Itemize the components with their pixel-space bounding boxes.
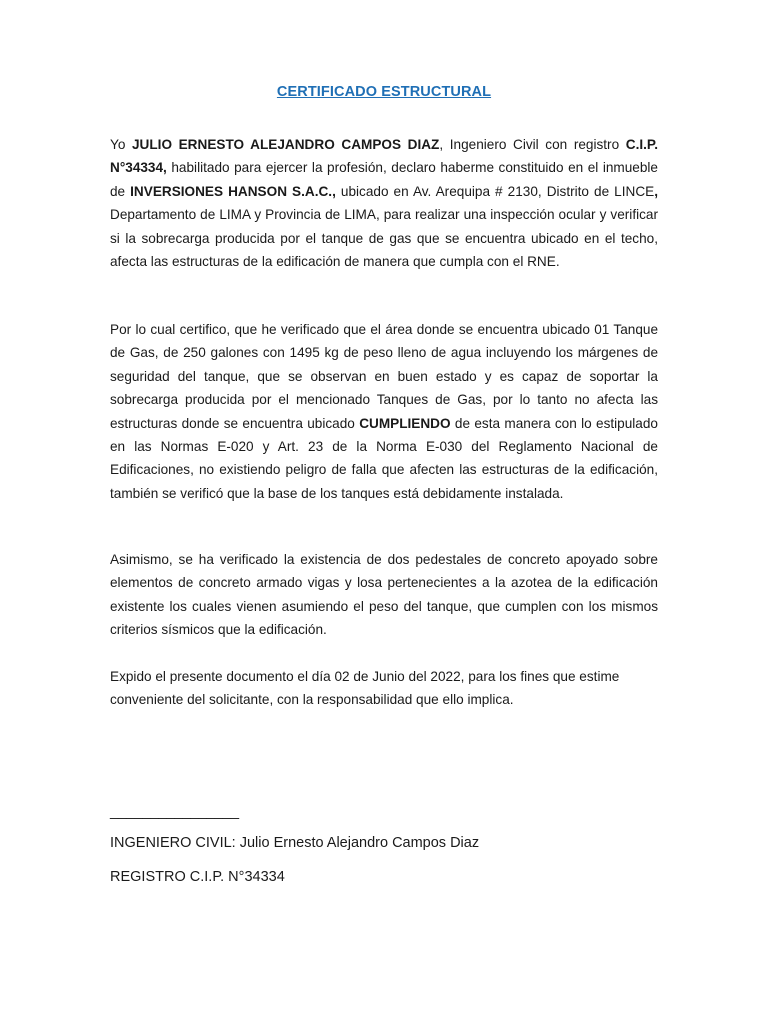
bold-comma: , [654, 183, 658, 199]
p1-text-4: Departamento de LIMA y Provincia de LIMA, para realizar una inspección ocular y verificar si la sobrecarga producida por el tanque de gas que se encuentra ubicado en el techo, afecta las estructuras de la edificación de manera que cumpla con el RNE. [110, 207, 658, 270]
p1-text-3: ubicado en Av. Arequipa # 2130, Distrito de LINCE [335, 183, 655, 199]
p1-text-0: Yo [110, 137, 132, 152]
signature-line: ________________ [110, 804, 240, 820]
signature-name: INGENIERO CIVIL: Julio Ernesto Alejandro Campos Diaz [110, 835, 480, 851]
p1-text-1: , Ingeniero Civil con registro [439, 137, 626, 152]
issuance-line-2: conveniente del solicitante, con la responsabilidad que ello implica. [110, 692, 514, 708]
cip-number-bold: C.I.P. N°34334, [110, 137, 658, 176]
paragraph-certification [110, 318, 658, 505]
paragraph-declaration [110, 133, 658, 273]
issuance-line-1: Expido el presente documento el día 02 de Junio del 2022, para los fines que estime [110, 669, 620, 684]
signature-registry: REGISTRO C.I.P. N°34334 [110, 869, 285, 885]
p1-text-2: habilitado para ejercer la profesión, declaro haberme constituido en el inmueble de [110, 160, 658, 199]
company-name-bold: INVERSIONES HANSON S.A.C., [130, 183, 336, 199]
p2-text-0: Por lo cual certifico, que he verificado que el área donde se encuentra ubicado 01 Tanque de Gas, de 250 galones con 1495 kg de peso lleno de agua incluyendo los márgenes de seguridad del tanque, que se observan en buen estado y es capaz de soportar la sobrecarga producida por el mencionado Tanques de Gas, por lo tanto no afecta las estructuras donde se encuentra ubicado [110, 322, 658, 431]
cumpliendo-bold: CUMPLIENDO [359, 415, 451, 431]
paragraph-pedestals: Asimismo, se ha verificado la existencia de dos pedestales de concreto apoyado sobre elementos de concreto armado vigas y losa pertenecientes a la azotea de la edificación existente los cuales vienen asumiendo el peso del tanque, que cumplen con los mismos criterios sísmicos que la edificación. [110, 552, 658, 638]
paragraph-issuance [110, 665, 658, 712]
engineer-name-bold: JULIO ERNESTO ALEJANDRO CAMPOS DIAZ [131, 137, 440, 152]
document-title: CERTIFICADO ESTRUCTURAL [276, 84, 492, 100]
p2-text-1: de esta manera con lo estipulado en las Normas E-020 y Art. 23 de la Norma E-030 del Reglamento Nacional de Edificaciones, no existiendo peligro de falla que afecten las estructuras de la edificación, también se verificó que la base de los tanques está debidamente instalada. [110, 415, 658, 501]
